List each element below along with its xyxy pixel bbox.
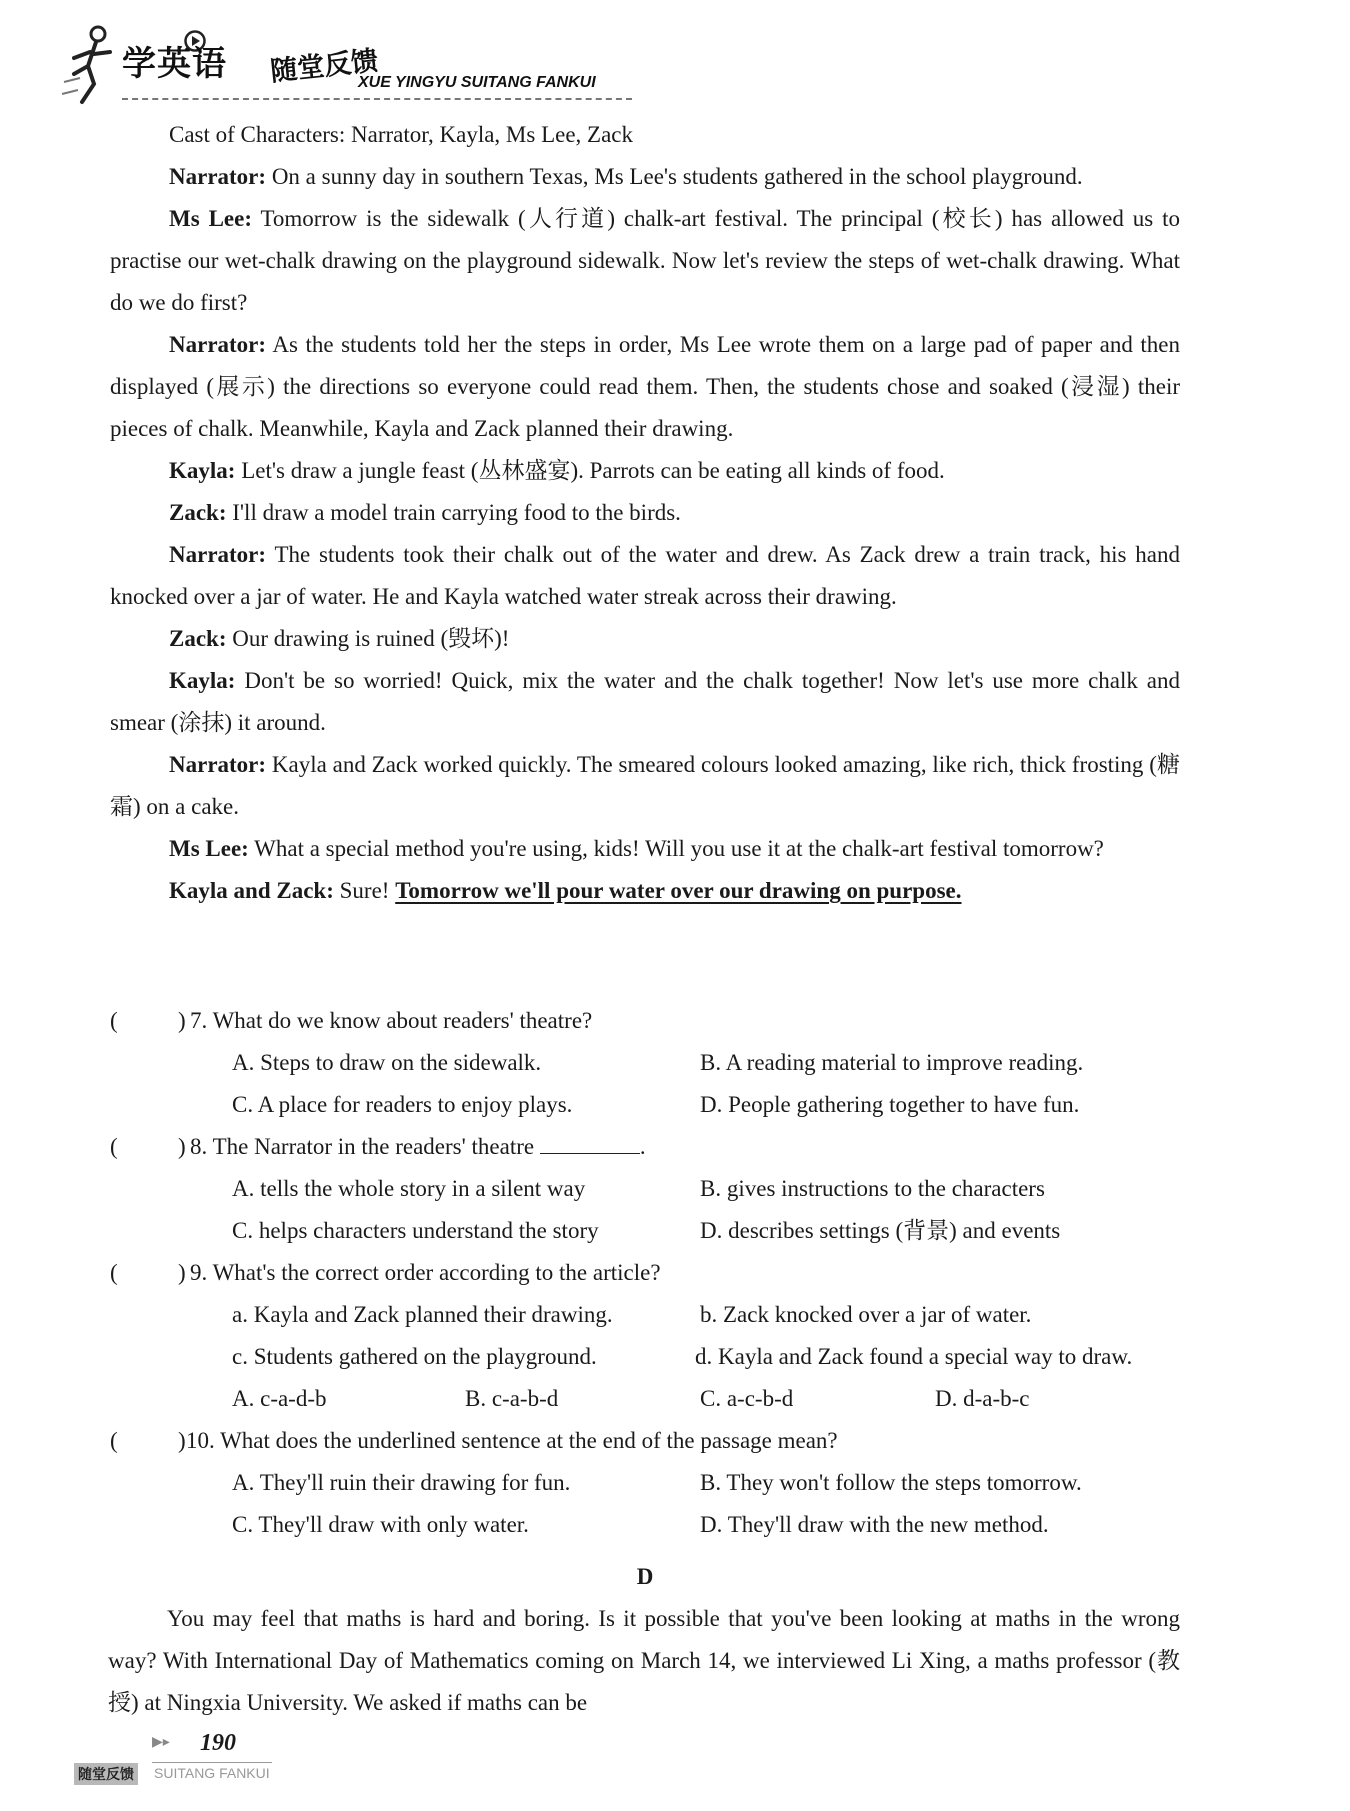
event-item-a: a. Kayla and Zack planned their drawing.	[232, 1302, 613, 1327]
arrow-right-icon: ▶▸	[152, 1734, 170, 1750]
line-text: I'll draw a model train carrying food to the birds.	[226, 500, 681, 525]
speaker: Narrator:	[169, 752, 267, 777]
cast-of-characters: Cast of Characters: Narrator, Kayla, Ms Lee, Zack	[169, 122, 633, 147]
dialogue-line	[110, 450, 1180, 492]
line-text: Kayla and Zack worked quickly. The smeared colours looked amazing, like rich, thick frosting (糖霜) on a cake.	[110, 752, 1180, 819]
footer-label-cn: 随堂反馈	[74, 1763, 138, 1785]
answer-paren-open[interactable]: (	[110, 1428, 118, 1453]
question-text: 7. What do we know about readers' theatre?	[190, 1008, 593, 1033]
page-header	[60, 14, 640, 106]
answer-paren-open[interactable]: (	[110, 1008, 118, 1033]
dialogue-line	[110, 156, 1180, 198]
options-row	[110, 1462, 1180, 1504]
items-row	[110, 1336, 1180, 1378]
line-text: What a special method you're using, kids! Will you use it at the chalk-art festival tomorrow?	[248, 836, 1104, 861]
event-item-d: d. Kayla and Zack found a special way to draw.	[695, 1344, 1133, 1369]
section-d-passage	[108, 1598, 1180, 1724]
page-footer	[74, 1730, 294, 1790]
question-end: .	[639, 1134, 646, 1159]
option-b[interactable]: B. gives instructions to the characters	[700, 1176, 1045, 1201]
dialogue-line	[110, 660, 1180, 744]
runner-logo-icon	[60, 22, 130, 106]
option-a[interactable]: A. Steps to draw on the sidewalk.	[232, 1050, 542, 1075]
speaker: Zack:	[169, 626, 227, 651]
speaker: Narrator:	[169, 164, 267, 189]
section-d-paragraph: You may feel that maths is hard and boring. Is it possible that you've been looking at maths in the wrong way? With International Day of Mathematics coming on March 14, we interviewed Li Xing, a maths professor (教授) at Ningxia University. We asked if maths can be	[108, 1606, 1180, 1715]
option-b[interactable]: B. A reading material to improve reading.	[700, 1050, 1084, 1075]
question-7	[110, 1000, 1180, 1042]
speaker: Ms Lee:	[169, 836, 249, 861]
underlined-sentence: Tomorrow we'll pour water over our drawing on purpose.	[395, 878, 962, 903]
question-10	[110, 1420, 1180, 1462]
option-c[interactable]: C. A place for readers to enjoy plays.	[232, 1092, 573, 1117]
option-a[interactable]: A. They'll ruin their drawing for fun.	[232, 1470, 571, 1495]
event-item-c: c. Students gathered on the playground.	[232, 1344, 597, 1369]
dialogue-line	[110, 828, 1180, 870]
options-row	[110, 1168, 1180, 1210]
dialogue-line	[110, 492, 1180, 534]
option-a[interactable]: A. tells the whole story in a silent way	[232, 1176, 586, 1201]
option-c[interactable]: C. helps characters understand the story	[232, 1218, 599, 1243]
speaker: Ms Lee:	[169, 206, 252, 231]
dialogue-line	[110, 324, 1180, 450]
option-a[interactable]: A. c-a-d-b	[232, 1386, 327, 1411]
speaker: Kayla:	[169, 458, 236, 483]
options-row	[110, 1378, 1180, 1420]
question-9	[110, 1252, 1180, 1294]
question-8	[110, 1126, 1180, 1168]
dialogue-line	[110, 198, 1180, 324]
answer-paren-close: )	[178, 1134, 186, 1159]
speaker: Zack:	[169, 500, 227, 525]
options-row	[110, 1042, 1180, 1084]
header-divider	[122, 98, 632, 100]
question-text	[190, 1126, 646, 1168]
dialogue-line-last	[110, 870, 1180, 912]
option-d[interactable]: D. People gathering together to have fun.	[700, 1092, 1080, 1117]
line-text: On a sunny day in southern Texas, Ms Lee's students gathered in the school playground.	[266, 164, 1083, 189]
options-row	[110, 1210, 1180, 1252]
dialogue-line	[110, 618, 1180, 660]
question-text: 10. What does the underlined sentence at the end of the passage mean?	[186, 1428, 838, 1453]
option-b[interactable]: B. They won't follow the steps tomorrow.	[700, 1470, 1082, 1495]
dialogue-line	[110, 534, 1180, 618]
question-text: 9. What's the correct order according to the article?	[190, 1260, 661, 1285]
speaker: Kayla and Zack:	[169, 878, 334, 903]
questions	[110, 1000, 1180, 1546]
answer-blank[interactable]	[540, 1129, 640, 1154]
option-d[interactable]: D. They'll draw with the new method.	[700, 1512, 1049, 1537]
options-row	[110, 1084, 1180, 1126]
event-item-b: b. Zack knocked over a jar of water.	[700, 1302, 1032, 1327]
items-row	[110, 1294, 1180, 1336]
option-c[interactable]: C. a-c-b-d	[700, 1386, 794, 1411]
passage	[110, 114, 1180, 912]
header-title: 学英语	[122, 44, 227, 84]
footer-label-en: SUITANG FANKUI	[154, 1765, 270, 1781]
line-text: Don't be so worried! Quick, mix the water and the chalk together! Now let's use more chalk and smear (涂抹) it around.	[110, 668, 1180, 735]
header-title-pinyin: XUE YINGYU SUITANG FANKUI	[358, 74, 596, 91]
line-text: Our drawing is ruined (毁坏)!	[226, 626, 510, 651]
speaker: Kayla:	[169, 668, 236, 693]
option-c[interactable]: C. They'll draw with only water.	[232, 1512, 529, 1537]
header-subtitle: 随堂反馈	[268, 45, 380, 88]
answer-paren-close: )	[178, 1260, 186, 1285]
dialogue-line	[110, 744, 1180, 828]
speaker: Narrator:	[169, 332, 267, 357]
line-text: Let's draw a jungle feast (丛林盛宴). Parrots can be eating all kinds of food.	[235, 458, 945, 483]
option-b[interactable]: B. c-a-b-d	[465, 1386, 559, 1411]
question-stem: 8. The Narrator in the readers' theatre	[190, 1134, 535, 1159]
option-d[interactable]: D. d-a-b-c	[935, 1386, 1030, 1411]
section-heading: D	[636, 1564, 654, 1589]
line-text: The students took their chalk out of the water and drew. As Zack drew a train track, his hand knocked over a jar of water. He and Kayla watched water streak across their drawing.	[110, 542, 1180, 609]
answer-paren-open[interactable]: (	[110, 1260, 118, 1285]
line-text: Tomorrow is the sidewalk (人行道) chalk-art festival. The principal (校长) has allowed us to practise our wet-chalk drawing on the playground sidewalk. Now let's review the steps of wet-chalk drawing. What do we do first?	[110, 206, 1180, 315]
line-text: Sure!	[333, 878, 396, 903]
page-number: 190	[200, 1730, 236, 1756]
line-text: As the students told her the steps in order, Ms Lee wrote them on a large pad of paper and then displayed (展示) the directions so everyone could read them. Then, the students chose and soaked (浸湿) their pieces of chalk. Meanwhile, Kayla and Zack planned their drawing.	[110, 332, 1180, 441]
footer-divider	[152, 1762, 272, 1763]
option-d[interactable]: D. describes settings (背景) and events	[700, 1218, 1061, 1243]
answer-paren-open[interactable]: (	[110, 1134, 118, 1159]
answer-paren-close: )	[178, 1428, 186, 1453]
answer-paren-close: )	[178, 1008, 186, 1033]
speaker: Narrator:	[169, 542, 267, 567]
dialogue	[110, 156, 1180, 870]
options-row	[110, 1504, 1180, 1546]
